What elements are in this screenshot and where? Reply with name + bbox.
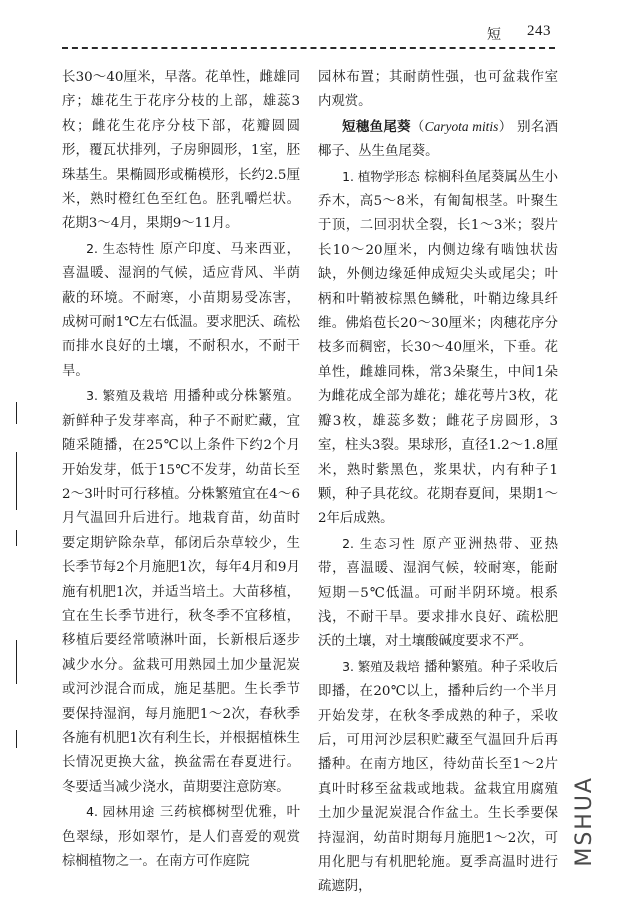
paragraph-propagation: [318, 655, 558, 900]
paragraph-continued: [62, 66, 300, 237]
section-heading: 3. 繁殖及栽培: [86, 388, 169, 404]
paragraph-continued: [318, 66, 558, 115]
latin-name: Caryota mitis: [424, 118, 499, 134]
species-entry-title: 短穗鱼尾葵（Caryota mitis） 别名酒椰子、丛生鱼尾葵。: [318, 118, 559, 160]
paragraph-text: 别名酒椰子、丛生鱼尾葵。: [318, 119, 559, 160]
section-heading: 4. 园林用途: [86, 804, 155, 820]
paragraph-text: 用播种或分株繁殖。新鲜种子发芽率高，种子不耐贮藏，宜随采随播，在25℃以上条件下约2个月开始发芽，低于15℃不发芽，幼苗长至2～3叶时可行移植。分株繁殖宜在4～6月气温回升后进行。地栽育苗，幼苗时要定期铲除杂草，郁闭后杂草较少，生长季节每2个月施肥1次，每年4月和9月施有机肥1次，并适当培土。大苗移植，宜在生长季节进行，秋冬季不宜移植，移植后要经常喷淋叶面，长新根后逐步减少水分。盆栽可用熟园土加少量泥炭或河沙混合而成，施足基肥。生长季节要保持湿润，每月施肥1～2次，春秋季各施有机肥1次有利生长，并根据植株生长情况更换大盆，换盆需在春夏进行。冬要适当减少浇水，苗期要注意防寒。: [62, 389, 301, 795]
page-number: 243: [527, 23, 551, 39]
right-column: [318, 66, 558, 900]
paragraph-text: 棕榈科鱼尾葵属丛生小乔木，高5～8米，有匍匐根茎。叶聚生于顶，二回羽状全裂，长1～3米；裂片长10～20厘米，内侧边缘有啮蚀状齿缺，外侧边缘延伸成短尖头或尾尖；叶柄和叶鞘被棕黑色鳞秕，叶鞘边缘具纤维。佛焰苞长20～30厘米；肉穗花序分枝多而稠密，长30～40厘米，下垂。花单性，雌雄同株，常3朵聚生，中间1朵为雌花成全部为雄花；雄花萼片3枚，花瓣3枚，雄蕊多数；雌花子房圆形，3室，柱头3裂。果球形，直径1.2～1.8厘米，熟时紫黑色，浆果状，内有种子1颗，种子具花纹。花期春夏间，果期1～2年后成熟。: [318, 169, 558, 527]
section-heading: 2. 生态特性: [86, 240, 155, 256]
watermark: MSHUA: [572, 776, 597, 867]
section-heading: 2. 生态习性: [342, 535, 417, 551]
paragraph-text: 播种繁殖。种子采收后即播，在20℃以上，播种后约一个半月开始发芽，在秋冬季成熟的种子，采收后，可用河沙层积贮藏至气温回升后再播种。在南方地区，待幼苗长至1～2片真叶时移至盆栽或地栽。盆栽宜用腐殖土加少量泥炭混合作盆土。生长季要保持湿润，幼苗时期每月施肥1～2次，可用化肥与有机肥轮施。夏季高温时进行疏遮阴，: [318, 659, 558, 895]
paragraph-propagation: [62, 384, 300, 800]
section-heading: 1. 植物学形态: [342, 168, 420, 184]
paragraph-habit: [318, 532, 558, 655]
running-header: [62, 22, 551, 44]
paragraph-text: 原产印度、马来西亚，喜温暖、湿润的气候，适应背风、半荫蔽的环境。不耐寒，小苗期易受冻害，成树可耐1℃左右低温。要求肥沃、疏松而排水良好的土壤，不耐积水，不耐干旱。: [62, 241, 300, 379]
header-rule: [62, 47, 555, 49]
species-name: 短穗鱼尾葵: [342, 118, 411, 135]
paragraph-landscape-use: [62, 800, 300, 874]
paragraph-text: 园林布置；其耐荫性强，也可盆栽作室内观赏。: [318, 70, 558, 110]
paragraph-ecology: [62, 237, 300, 384]
running-title: 短: [487, 27, 501, 43]
paragraph-text: 原产亚洲热带、亚热带，喜温暖、湿润气候，较耐寒，能耐短期－5℃低温。可耐半阴环境。根系浅，不耐干旱。要求排水良好、疏松肥沃的土壤，对土壤酸碱度要求不严。: [318, 536, 558, 650]
paragraph-text: 长30～40厘米，早落。花单性，雌雄同序；雄花生于花序分枝的上部，雄蕊3枚；雌花生花序分枝下部，花瓣圆圆形，覆瓦状排列，子房卵圆形，1室，胚珠基生。果椭圆形或椭模形，长约2.5厘米，熟时橙红色至红色。胚乳嚼烂状。花期3～4月，果期9～11月。: [62, 70, 300, 232]
left-column: [62, 66, 300, 874]
paragraph-morphology: [318, 165, 558, 532]
section-heading: 3. 繁殖及栽培: [342, 658, 420, 674]
paragraph-text: 三药槟榔树型优雅，叶色翠绿，形如翠竹，是人们喜爱的观赏棕榈植物之一。在南方可作庭院: [62, 805, 300, 869]
